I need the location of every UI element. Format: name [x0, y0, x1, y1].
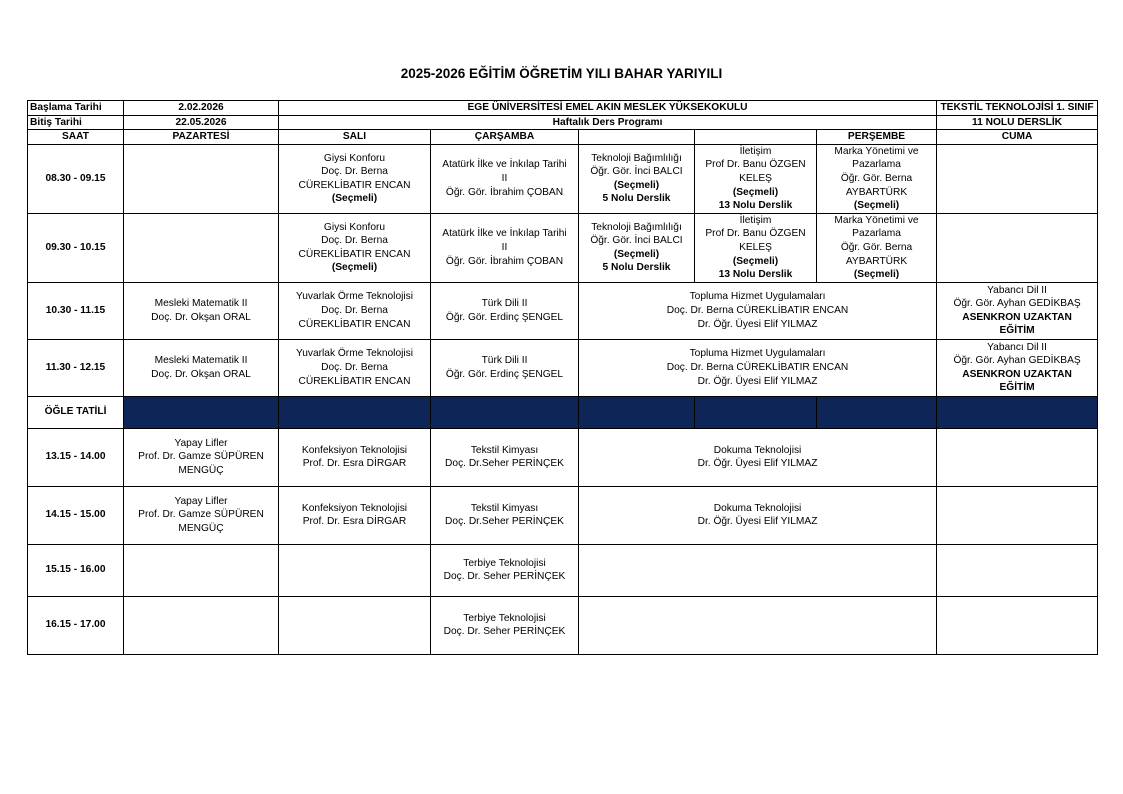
course-line: Doç. Dr. Berna [321, 166, 388, 178]
course-line: Doç. Dr. Seher PERİNÇEK [443, 626, 566, 638]
course-cell [279, 486, 431, 544]
course-line: ASENKRON UZAKTAN [962, 368, 1072, 380]
course-line: Öğr. Gör. İbrahim ÇOBAN [445, 186, 564, 198]
time-row [28, 339, 1098, 396]
lunch-bar [695, 396, 817, 428]
program-name: Haftalık Ders Programı [279, 115, 937, 130]
lunch-label: ÖĞLE TATİLİ [28, 396, 124, 428]
course-line: Dokuma Teknolojisi [713, 444, 802, 456]
course-line: Öğr. Gör. Erdinç ŞENGEL [445, 368, 564, 380]
course-line: (Seçmeli) [853, 269, 900, 281]
course-line: Dr. Öğr. Üyesi Elif YILMAZ [697, 458, 818, 470]
lunch-bar [124, 396, 279, 428]
course-line: Yapay Lifler [174, 495, 228, 507]
time-row [28, 544, 1098, 596]
course-line: Öğr. Gör. İnci BALCI [590, 235, 683, 247]
course-cell [431, 486, 579, 544]
course-cell [124, 486, 279, 544]
course-line: Konfeksiyon Teknolojisi [301, 502, 408, 514]
course-line: Mesleki Matematik II [154, 355, 248, 367]
time-row [28, 428, 1098, 486]
course-line: Giysi Konforu [323, 152, 386, 164]
course-line: Yabancı Dil II [987, 284, 1047, 296]
course-line: Öğr. Gör. Berna [840, 172, 913, 184]
course-cell [431, 596, 579, 654]
course-cell [431, 282, 579, 339]
day-header-carsamba: ÇARŞAMBA [431, 130, 579, 145]
course-line: EĞİTİM [999, 382, 1035, 394]
lunch-bar [579, 396, 695, 428]
course-line: AYBARTÜRK [845, 255, 908, 267]
course-cell [937, 213, 1098, 282]
course-cell [124, 144, 279, 213]
course-cell [279, 428, 431, 486]
course-line: Topluma Hizmet Uygulamaları [689, 348, 826, 360]
course-cell [579, 339, 937, 396]
course-cell [937, 282, 1098, 339]
course-cell [124, 213, 279, 282]
course-cell [579, 282, 937, 339]
course-line: (Seçmeli) [732, 255, 779, 267]
course-cell [817, 213, 937, 282]
course-line: Öğr. Gör. İbrahim ÇOBAN [445, 255, 564, 267]
course-line: Dr. Öğr. Üyesi Elif YILMAZ [697, 375, 818, 387]
time-slot: 15.15 - 16.00 [28, 544, 124, 596]
course-line: Pazarlama [852, 228, 901, 240]
course-line: KELEŞ [739, 241, 772, 253]
course-line: Prof Dr. Banu ÖZGEN [705, 228, 806, 240]
day-header-sali: SALI [279, 130, 431, 145]
course-line: Türk Dili II [481, 355, 528, 367]
course-line: Tekstil Kimyası [470, 444, 539, 456]
course-line: Teknoloji Bağımlılığı [591, 221, 682, 233]
course-line: (Seçmeli) [331, 262, 378, 274]
time-slot: 11.30 - 12.15 [28, 339, 124, 396]
lunch-row [28, 396, 1098, 428]
course-cell [431, 544, 579, 596]
course-line: (Seçmeli) [613, 248, 660, 260]
course-cell [937, 596, 1098, 654]
course-line: MENGÜÇ [178, 523, 224, 535]
course-line: (Seçmeli) [853, 200, 900, 212]
course-line: Prof Dr. Banu ÖZGEN [705, 159, 806, 171]
time-slot: 08.30 - 09.15 [28, 144, 124, 213]
start-date-value: 2.02.2026 [124, 101, 279, 116]
schedule-table [27, 100, 1098, 655]
course-line: Doç. Dr. Seher PERİNÇEK [443, 571, 566, 583]
course-line: 5 Nolu Derslik [602, 193, 671, 205]
course-line: MENGÜÇ [178, 465, 224, 477]
end-date-label: Bitiş Tarihi [28, 115, 124, 130]
course-line: II [501, 172, 508, 184]
course-line: 5 Nolu Derslik [602, 262, 671, 274]
course-line: Terbiye Teknolojisi [463, 557, 546, 569]
course-line: Öğr. Gör. Berna [840, 241, 913, 253]
course-line: (Seçmeli) [732, 186, 779, 198]
course-line: 13 Nolu Derslik [718, 200, 793, 212]
day-header-empty [695, 130, 817, 145]
course-line: Yuvarlak Örme Teknolojisi [295, 291, 413, 303]
course-cell [279, 144, 431, 213]
course-cell [579, 428, 937, 486]
course-cell [579, 596, 937, 654]
course-line: Öğr. Gör. Ayhan GEDİKBAŞ [953, 355, 1081, 367]
course-cell [124, 339, 279, 396]
time-slot: 13.15 - 14.00 [28, 428, 124, 486]
start-date-label: Başlama Tarihi [28, 101, 124, 116]
course-line: 13 Nolu Derslik [718, 269, 793, 281]
course-cell [431, 339, 579, 396]
course-line: ASENKRON UZAKTAN [962, 311, 1072, 323]
course-line: II [501, 241, 508, 253]
course-line: Atatürk İlke ve İnkılap Tarihi [442, 228, 567, 240]
course-cell [579, 213, 695, 282]
course-cell [431, 428, 579, 486]
course-line: Türk Dili II [481, 298, 528, 310]
time-slot: 09.30 - 10.15 [28, 213, 124, 282]
course-cell [279, 544, 431, 596]
time-slot: 14.15 - 15.00 [28, 486, 124, 544]
time-row [28, 596, 1098, 654]
lunch-bar [937, 396, 1098, 428]
course-line: KELEŞ [739, 172, 772, 184]
course-line: AYBARTÜRK [845, 186, 908, 198]
time-row [28, 486, 1098, 544]
course-line: Öğr. Gör. Erdinç ŞENGEL [445, 311, 564, 323]
course-line: Teknoloji Bağımlılığı [591, 152, 682, 164]
time-row [28, 213, 1098, 282]
course-line: CÜREKLİBATIR ENCAN [298, 318, 411, 330]
day-header-pazartesi: PAZARTESİ [124, 130, 279, 145]
course-cell [279, 282, 431, 339]
course-line: Atatürk İlke ve İnkılap Tarihi [442, 159, 567, 171]
course-line: Dokuma Teknolojisi [713, 502, 802, 514]
course-cell [937, 428, 1098, 486]
course-cell [279, 213, 431, 282]
course-line: CÜREKLİBATIR ENCAN [298, 179, 411, 191]
time-row [28, 144, 1098, 213]
end-date-value: 22.05.2026 [124, 115, 279, 130]
course-line: Yapay Lifler [174, 437, 228, 449]
course-line: Dr. Öğr. Üyesi Elif YILMAZ [697, 516, 818, 528]
course-cell [937, 339, 1098, 396]
course-line: Dr. Öğr. Üyesi Elif YILMAZ [697, 318, 818, 330]
course-cell [124, 282, 279, 339]
course-line: Terbiye Teknolojisi [463, 612, 546, 624]
course-cell [124, 428, 279, 486]
course-cell [279, 339, 431, 396]
course-line: Doç. Dr. Okşan ORAL [151, 311, 251, 323]
course-line: Öğr. Gör. Ayhan GEDİKBAŞ [953, 298, 1081, 310]
course-line: İletişim [739, 214, 772, 226]
course-line: Prof. Dr. Esra DİRGAR [302, 458, 407, 470]
course-line: Mesleki Matematik II [154, 298, 248, 310]
course-cell [431, 144, 579, 213]
course-line: Marka Yönetimi ve [834, 145, 919, 157]
course-line: Giysi Konforu [323, 221, 386, 233]
lunch-bar [279, 396, 431, 428]
course-line: CÜREKLİBATIR ENCAN [298, 248, 411, 260]
room-name: 11 NOLU DERSLİK [937, 115, 1098, 130]
course-line: Topluma Hizmet Uygulamaları [689, 291, 826, 303]
course-cell [579, 544, 937, 596]
day-header-persembe: PERŞEMBE [817, 130, 937, 145]
course-line: Marka Yönetimi ve [834, 214, 919, 226]
course-line: Yabancı Dil II [987, 341, 1047, 353]
course-cell [124, 544, 279, 596]
course-line: Doç. Dr. Berna [321, 304, 388, 316]
course-line: İletişim [739, 145, 772, 157]
course-cell [817, 144, 937, 213]
course-line: Doç. Dr. Okşan ORAL [151, 368, 251, 380]
course-line: CÜREKLİBATIR ENCAN [298, 375, 411, 387]
day-header-empty [579, 130, 695, 145]
course-line: (Seçmeli) [613, 179, 660, 191]
course-line: Doç. Dr.Seher PERİNÇEK [445, 516, 564, 528]
day-header-cuma: CUMA [937, 130, 1098, 145]
course-line: Yuvarlak Örme Teknolojisi [295, 348, 413, 360]
course-line: Tekstil Kimyası [470, 502, 539, 514]
course-line: Doç. Dr. Berna [321, 361, 388, 373]
page-title: 2025-2026 EĞİTİM ÖĞRETİM YILI BAHAR YARIYILI [400, 66, 723, 81]
course-cell [937, 144, 1098, 213]
course-cell [279, 596, 431, 654]
course-line: Pazarlama [852, 159, 901, 171]
course-cell [937, 544, 1098, 596]
time-slot: 16.15 - 17.00 [28, 596, 124, 654]
course-line: (Seçmeli) [331, 193, 378, 205]
time-slot: 10.30 - 11.15 [28, 282, 124, 339]
course-line: Doç. Dr. Berna CÜREKLİBATIR ENCAN [666, 361, 849, 373]
course-cell [579, 144, 695, 213]
course-line: Prof. Dr. Gamze SÜPÜREN [138, 451, 264, 463]
course-line: Konfeksiyon Teknolojisi [301, 444, 408, 456]
course-cell [695, 213, 817, 282]
course-line: Prof. Dr. Gamze SÜPÜREN [138, 509, 264, 521]
time-row [28, 282, 1098, 339]
course-line: EĞİTİM [999, 325, 1035, 337]
course-line: Doç. Dr. Berna [321, 235, 388, 247]
lunch-bar [817, 396, 937, 428]
course-cell [695, 144, 817, 213]
course-line: Doç. Dr. Berna CÜREKLİBATIR ENCAN [666, 304, 849, 316]
school-name: EGE ÜNİVERSİTESİ EMEL AKIN MESLEK YÜKSEKOKULU [279, 101, 937, 116]
course-line: Doç. Dr.Seher PERİNÇEK [445, 458, 564, 470]
course-cell [124, 596, 279, 654]
course-line: Öğr. Gör. İnci BALCI [590, 166, 683, 178]
course-line: Prof. Dr. Esra DİRGAR [302, 516, 407, 528]
department-name: TEKSTİL TEKNOLOJİSİ 1. SINIF [937, 101, 1098, 116]
lunch-bar [431, 396, 579, 428]
course-cell [579, 486, 937, 544]
course-cell [431, 213, 579, 282]
day-header-saat: SAAT [28, 130, 124, 145]
course-cell [937, 486, 1098, 544]
